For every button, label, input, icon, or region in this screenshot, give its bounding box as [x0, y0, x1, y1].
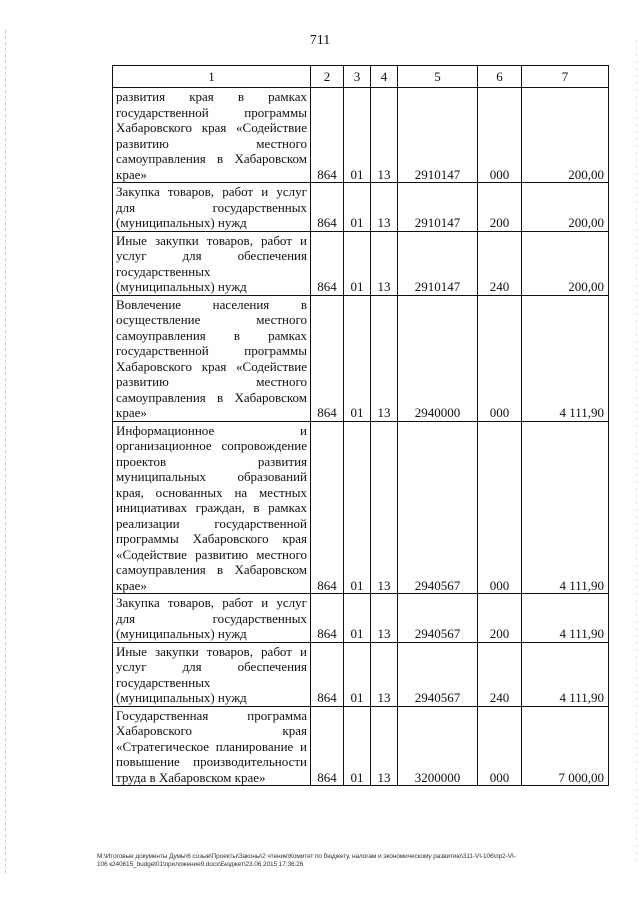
code-subsection: 13 — [371, 421, 398, 594]
footer-line-1: M:\Итоговые документы Думы\6 созыв\Проекты\Законы\2 чтение\Комитет по бюджету, налогам и экономическому развитию\311-VI-106\пр2-VI- — [97, 853, 516, 860]
table-row — [113, 421, 609, 594]
amount: 200,00 — [522, 231, 609, 295]
row-name: развития края в рамках государственной программы Хабаровского края «Содействие развитию местного самоуправления в Хабаровском крае» — [113, 88, 311, 183]
code-expense-type: 000 — [478, 421, 522, 594]
code-expense-type: 000 — [478, 706, 522, 786]
amount: 4 111,90 — [522, 594, 609, 643]
code-subsection: 13 — [371, 88, 398, 183]
code-chapter: 864 — [311, 706, 344, 786]
column-header-7: 7 — [522, 66, 609, 88]
footer-line-2: 106 к240615_budget01\приложение9.docx\Бюджет\23.06.2015 17:36:26 — [97, 861, 304, 868]
amount: 4 111,90 — [522, 421, 609, 594]
code-target: 2940567 — [398, 594, 478, 643]
code-chapter: 864 — [311, 88, 344, 183]
code-subsection: 13 — [371, 295, 398, 421]
code-expense-type: 200 — [478, 183, 522, 232]
code-section: 01 — [344, 421, 371, 594]
code-subsection: 13 — [371, 706, 398, 786]
code-expense-type: 000 — [478, 88, 522, 183]
code-chapter: 864 — [311, 421, 344, 594]
column-header-3: 3 — [344, 66, 371, 88]
code-target: 2940567 — [398, 421, 478, 594]
column-header-2: 2 — [311, 66, 344, 88]
code-chapter: 864 — [311, 231, 344, 295]
code-chapter: 864 — [311, 183, 344, 232]
amount: 4 111,90 — [522, 642, 609, 706]
table-row — [113, 642, 609, 706]
table-row — [113, 706, 609, 786]
table-row — [113, 295, 609, 421]
amount: 200,00 — [522, 88, 609, 183]
code-chapter: 864 — [311, 642, 344, 706]
row-name: Иные закупки товаров, работ и услуг для обеспечения государственных (муниципальных) нужд — [113, 231, 311, 295]
row-name: Иные закупки товаров, работ и услуг для обеспечения государственных (муниципальных) нужд — [113, 642, 311, 706]
code-section: 01 — [344, 706, 371, 786]
code-section: 01 — [344, 594, 371, 643]
code-expense-type: 240 — [478, 642, 522, 706]
amount: 7 000,00 — [522, 706, 609, 786]
file-path-footer — [97, 853, 617, 869]
code-expense-type: 000 — [478, 295, 522, 421]
row-name: Закупка товаров, работ и услуг для государственных (муниципальных) нужд — [113, 183, 311, 232]
code-chapter: 864 — [311, 295, 344, 421]
code-section: 01 — [344, 642, 371, 706]
column-header-6: 6 — [478, 66, 522, 88]
table-row — [113, 231, 609, 295]
code-chapter: 864 — [311, 594, 344, 643]
page-edge-line — [636, 40, 637, 860]
table-row — [113, 183, 609, 232]
row-name: Информационное и организационное сопровождение проектов развития муниципальных образований края, основанных на местных инициативах граждан, в рамках реализации государственной программы Хабаровского края «Содействие развитию местного самоуправления в Хабаровском крае» — [113, 421, 311, 594]
code-expense-type: 200 — [478, 594, 522, 643]
code-subsection: 13 — [371, 183, 398, 232]
table-row — [113, 594, 609, 643]
row-name: Государственная программа Хабаровского края «Стратегическое планирование и повышение производительности труда в Хабаровском крае» — [113, 706, 311, 786]
code-section: 01 — [344, 183, 371, 232]
code-target: 2940000 — [398, 295, 478, 421]
row-name: Вовлечение населения в осуществление местного самоуправления в рамках государственной программы Хабаровского края «Содействие развитию местного самоуправления в Хабаровском крае» — [113, 295, 311, 421]
code-target: 2910147 — [398, 183, 478, 232]
column-header-1: 1 — [113, 66, 311, 88]
column-header-5: 5 — [398, 66, 478, 88]
code-expense-type: 240 — [478, 231, 522, 295]
budget-table — [112, 65, 609, 786]
code-section: 01 — [344, 295, 371, 421]
code-section: 01 — [344, 88, 371, 183]
code-subsection: 13 — [371, 594, 398, 643]
code-section: 01 — [344, 231, 371, 295]
row-name: Закупка товаров, работ и услуг для государственных (муниципальных) нужд — [113, 594, 311, 643]
page-number: 711 — [309, 33, 331, 48]
binding-line — [5, 30, 6, 875]
amount: 200,00 — [522, 183, 609, 232]
code-subsection: 13 — [371, 642, 398, 706]
column-header-4: 4 — [371, 66, 398, 88]
amount: 4 111,90 — [522, 295, 609, 421]
code-target: 2910147 — [398, 88, 478, 183]
code-target: 2910147 — [398, 231, 478, 295]
table-row — [113, 88, 609, 183]
code-target: 2940567 — [398, 642, 478, 706]
table-header-row — [113, 66, 609, 88]
code-subsection: 13 — [371, 231, 398, 295]
code-target: 3200000 — [398, 706, 478, 786]
